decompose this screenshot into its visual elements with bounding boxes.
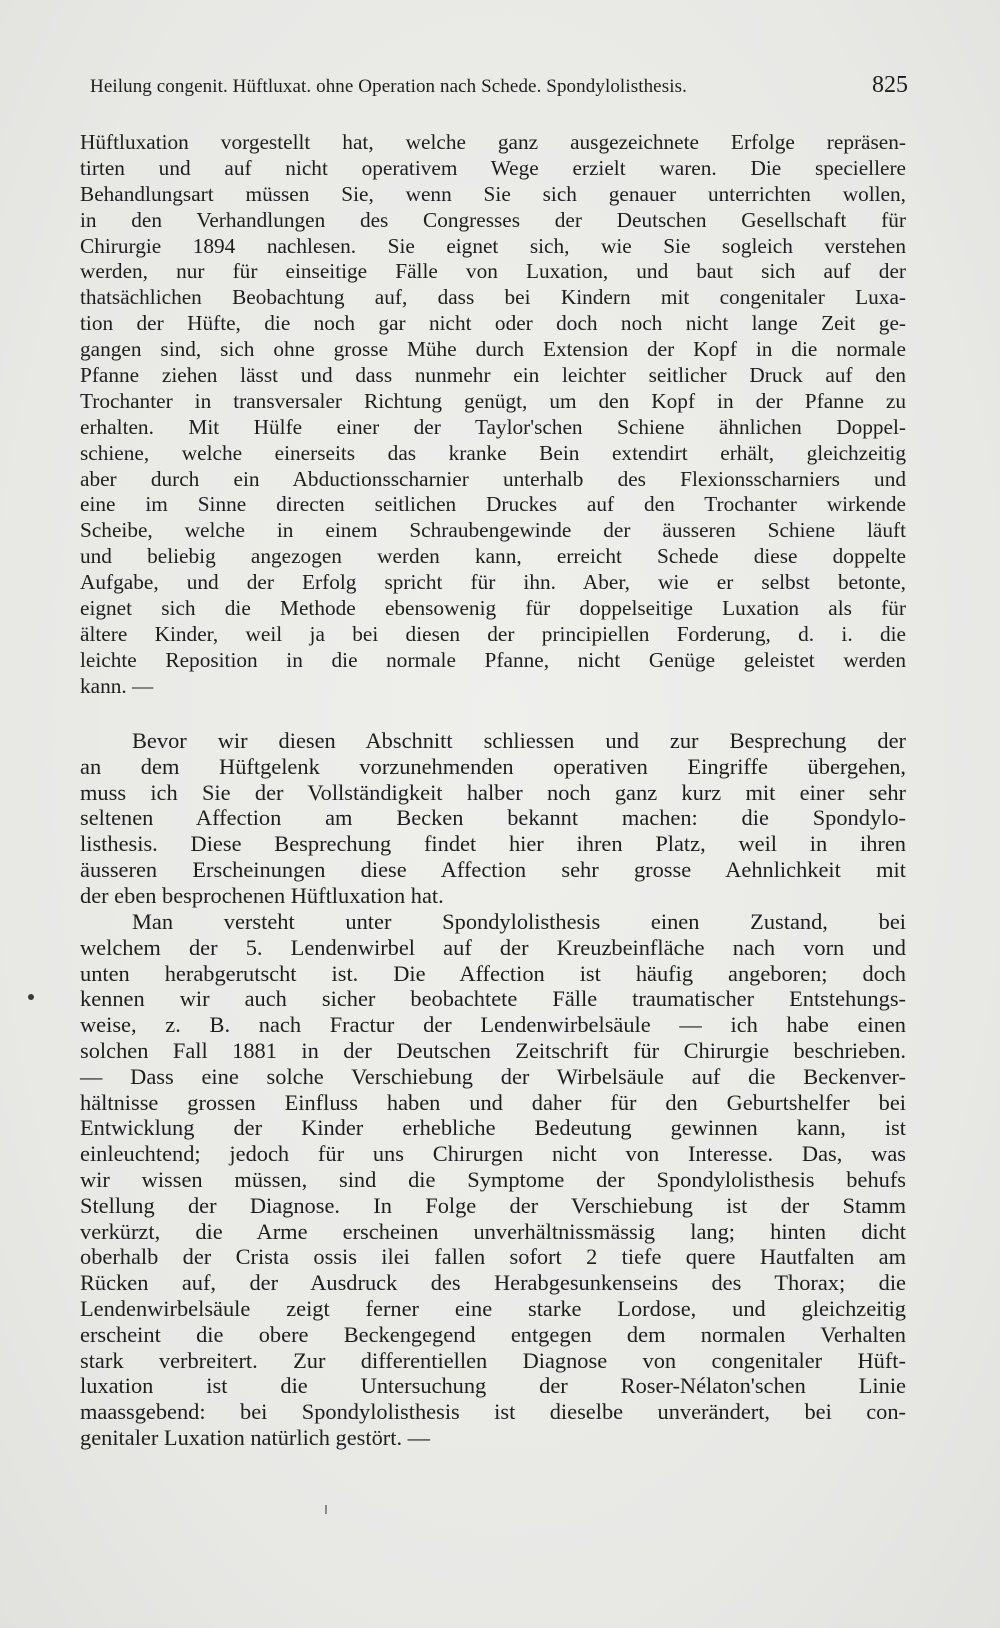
- text-line: an dem Hüftgelenk vorzunehmenden operativen Eingriffe übergehen,: [80, 753, 906, 779]
- text-line: solchen Fall 1881 in der Deutschen Zeitschrift für Chirurgie beschrieben.: [80, 1037, 906, 1063]
- text-line: und beliebig angezogen werden kann, erreicht Schede diese doppelte: [80, 544, 906, 569]
- text-line: oberhalb der Crista ossis ilei fallen sofort 2 tiefe quere Hautfalten am: [80, 1244, 906, 1270]
- text-line: Trochanter in transversaler Richtung genügt, um den Kopf in der Pfanne zu: [80, 388, 906, 413]
- text-line: schiene, welche einerseits das kranke Bein extendirt erhält, gleichzeitig: [80, 440, 906, 465]
- text-line: kann. —: [80, 673, 154, 698]
- running-title: Heilung congenit. Hüftluxat. ohne Operation nach Schede. Spondylolisthesis.: [90, 76, 687, 97]
- text-line: einleuchtend; jedoch für uns Chirurgen nicht von Interesse. Das, was: [80, 1141, 906, 1167]
- text-line: wir wissen müssen, sind die Symptome der Spondylolisthesis behufs: [80, 1166, 906, 1192]
- text-line: thatsächlichen Beobachtung auf, dass bei Kindern mit congenitaler Luxa-: [80, 285, 906, 310]
- text-line: eine im Sinne directen seitlichen Druckes auf den Trochanter wirkende: [80, 492, 906, 517]
- text-line: weise, z. B. nach Fractur der Lendenwirbelsäule — ich habe einen: [80, 1012, 906, 1038]
- text-line: eignet sich die Methode ebensowenig für doppelseitige Luxation als für: [80, 596, 906, 621]
- text-line: ältere Kinder, weil ja bei diesen der principiellen Forderung, d. i. die: [80, 621, 906, 646]
- text-line: maassgebend: bei Spondylolisthesis ist dieselbe unverändert, bei con-: [80, 1399, 906, 1425]
- text-line: erhalten. Mit Hülfe einer der Taylor'schen Schiene ähnlichen Doppel-: [80, 414, 906, 439]
- text-line: unten herabgerutscht ist. Die Affection ist häufig angeboren; doch: [80, 960, 906, 986]
- text-line: Entwicklung der Kinder erhebliche Bedeutung gewinnen kann, ist: [80, 1115, 906, 1141]
- ink-speck: [325, 1505, 327, 1514]
- text-line: Rücken auf, der Ausdruck des Herabgesunkenseins des Thorax; die: [80, 1270, 906, 1296]
- text-line: der eben besprochenen Hüftluxation hat.: [80, 882, 444, 908]
- text-line: verkürzt, die Arme erscheinen unverhältnissmässig lang; hinten dicht: [80, 1218, 906, 1244]
- text-line: — Dass eine solche Verschiebung der Wirbelsäule auf die Beckenver-: [80, 1063, 906, 1089]
- text-line: tion der Hüfte, die noch gar nicht oder doch noch nicht lange Zeit ge-: [80, 311, 906, 336]
- text-line: luxation ist die Untersuchung der Roser-Nélaton'schen Linie: [80, 1373, 906, 1399]
- text-line: Lendenwirbelsäule zeigt ferner eine starke Lordose, und gleichzeitig: [80, 1295, 906, 1321]
- text-line: welchem der 5. Lendenwirbel auf der Kreuzbeinfläche nach vorn und: [80, 934, 906, 960]
- paragraph-spondylolisthesis-description: [80, 909, 906, 1451]
- paragraph-hip-luxation-treatment: [80, 130, 906, 700]
- text-line: Bevor wir diesen Abschnitt schliessen und zur Besprechung der: [132, 728, 906, 753]
- text-line: in den Verhandlungen des Congresses der Deutschen Gesellschaft für: [80, 207, 906, 232]
- text-line: Pfanne ziehen lässt und dass nunmehr ein leichter seitlicher Druck auf den: [80, 363, 906, 388]
- text-line: aber durch ein Abductionsscharnier unterhalb des Flexionsscharniers und: [80, 466, 906, 491]
- text-line: werden, nur für einseitige Fälle von Luxation, und baut sich auf der: [80, 259, 906, 284]
- text-line: listhesis. Diese Besprechung findet hier ihren Platz, weil in ihren: [80, 831, 906, 857]
- text-line: leichte Reposition in die normale Pfanne, nicht Genüge geleistet werden: [80, 647, 906, 672]
- text-line: stark verbreitert. Zur differentiellen Diagnose von congenitaler Hüft-: [80, 1347, 906, 1373]
- text-line: Stellung der Diagnose. In Folge der Verschiebung ist der Stamm: [80, 1192, 906, 1218]
- text-line: gangen sind, sich ohne grosse Mühe durch Extension der Kopf in die normale: [80, 337, 906, 362]
- text-line: tirten und auf nicht operativem Wege erzielt waren. Die speciellere: [80, 155, 906, 180]
- text-line: Man versteht unter Spondylolisthesis einen Zustand, bei: [132, 909, 906, 934]
- text-line: erscheint die obere Beckengegend entgegen dem normalen Verhalten: [80, 1321, 906, 1347]
- text-line: Aufgabe, und der Erfolg spricht für ihn. Aber, wie er selbst betonte,: [80, 570, 906, 595]
- text-line: Behandlungsart müssen Sie, wenn Sie sich genauer unterrichten wollen,: [80, 181, 906, 206]
- running-header: [90, 72, 908, 106]
- text-line: genitaler Luxation natürlich gestört. —: [80, 1424, 431, 1450]
- text-line: seltenen Affection am Becken bekannt machen: die Spondylo-: [80, 805, 906, 831]
- margin-ink-dot: [28, 994, 34, 1000]
- text-line: äusseren Erscheinungen diese Affection sehr grosse Aehnlichkeit mit: [80, 856, 906, 882]
- text-line: hältnisse grossen Einfluss haben und daher für den Geburtshelfer bei: [80, 1089, 906, 1115]
- text-line: Hüftluxation vorgestellt hat, welche ganz ausgezeichnete Erfolge repräsen-: [80, 130, 906, 154]
- text-line: Scheibe, welche in einem Schraubengewinde der äusseren Schiene läuft: [80, 518, 906, 543]
- text-line: muss ich Sie der Vollständigkeit halber noch ganz kurz mit einer sehr: [80, 779, 906, 805]
- text-line: Chirurgie 1894 nachlesen. Sie eignet sich, wie Sie sogleich verstehen: [80, 233, 906, 258]
- text-line: kennen wir auch sicher beobachtete Fälle traumatischer Entstehungs-: [80, 986, 906, 1012]
- page-number: 825: [872, 72, 908, 98]
- paragraph-intro-spondylolisthesis: [80, 728, 906, 909]
